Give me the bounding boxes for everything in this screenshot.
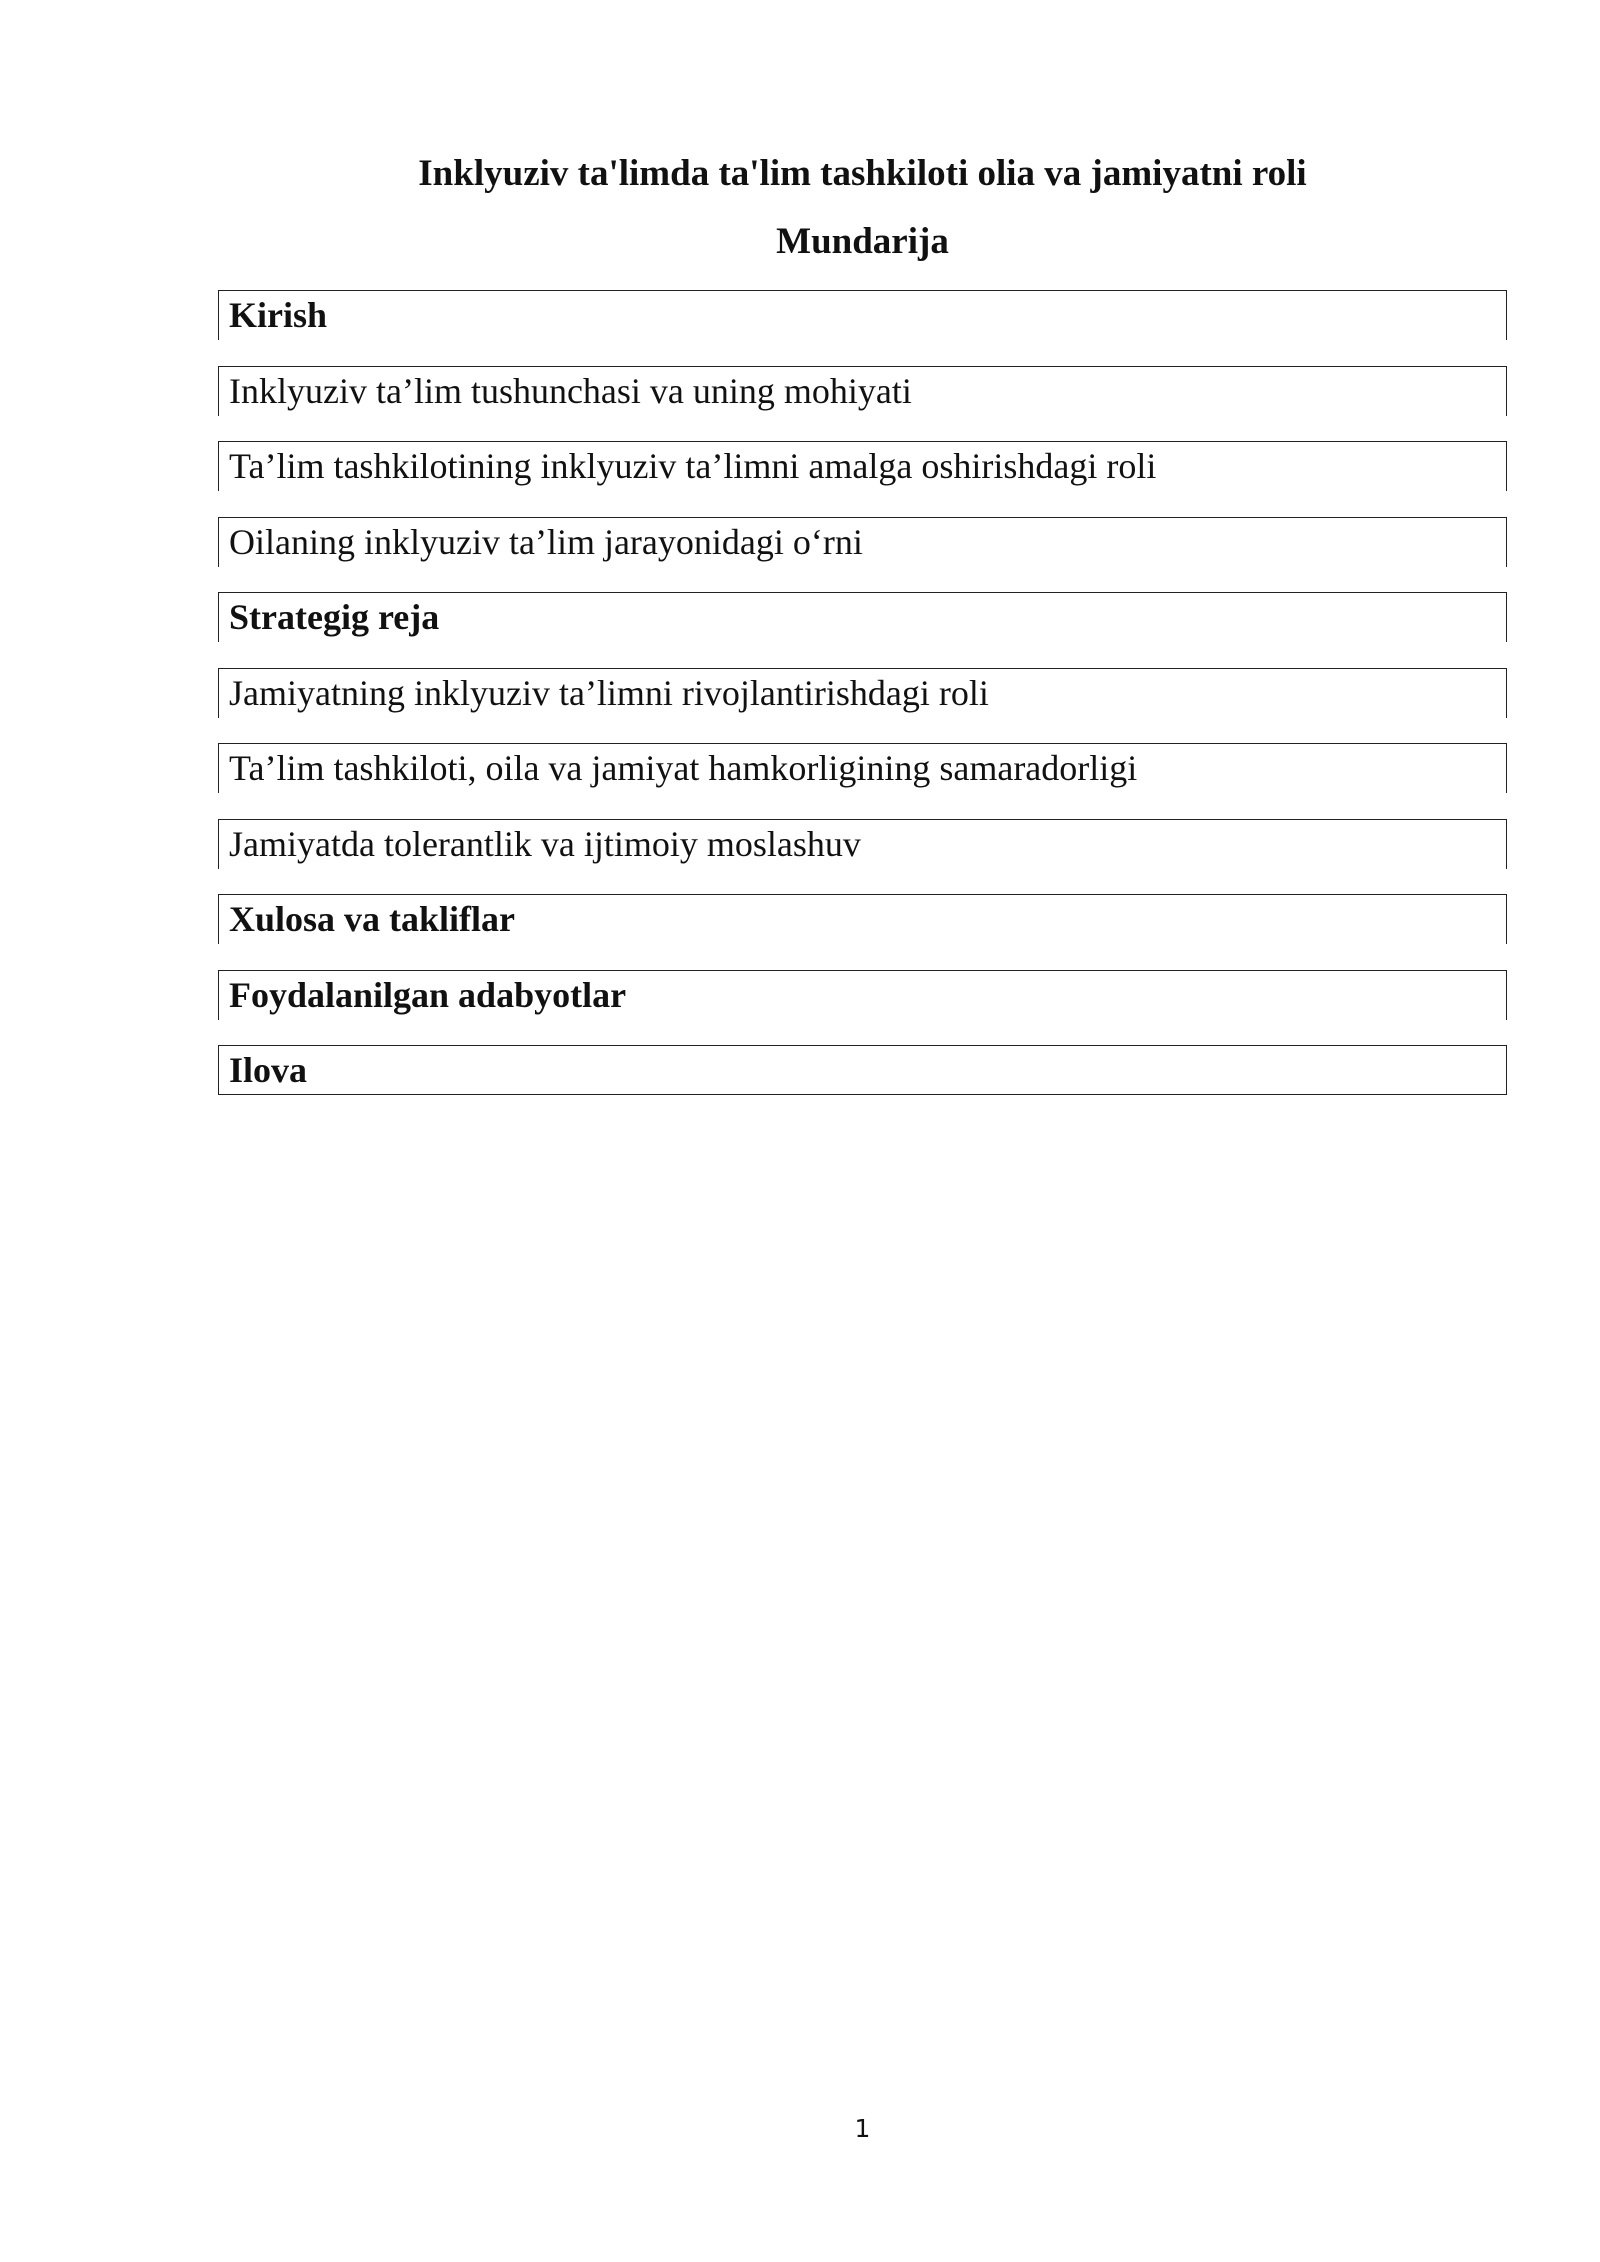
toc-item-kirish: Kirish: [218, 290, 1507, 340]
toc-item-tolerantlik: Jamiyatda tolerantlik va ijtimoiy moslashuv: [218, 819, 1507, 869]
table-of-contents: [218, 290, 1507, 1121]
toc-item-ilova: Ilova: [218, 1045, 1507, 1095]
page-number: 1: [854, 2114, 871, 2143]
toc-item-strategig-reja: Strategig reja: [218, 592, 1507, 642]
document-title: Inklyuziv ta'limda ta'lim tashkiloti olia va jamiyatni roli: [418, 153, 1307, 194]
toc-item-adabyotlar: Foydalanilgan adabyotlar: [218, 970, 1507, 1020]
toc-item-jamiyatning-roli: Jamiyatning inklyuziv ta’limni rivojlantirishdagi roli: [218, 668, 1507, 718]
toc-item-xulosa: Xulosa va takliflar: [218, 894, 1507, 944]
toc-heading: Mundarija: [776, 221, 949, 262]
toc-item-talim-tashkilotining-roli: Ta’lim tashkilotining inklyuziv ta’limni amalga oshirishdagi roli: [218, 441, 1507, 491]
toc-item-oilaning-orni: Oilaning inklyuziv ta’lim jarayonidagi o‘rni: [218, 517, 1507, 567]
toc-item-inklyuziv-talim-tushunchasi: Inklyuziv ta’lim tushunchasi va uning mohiyati: [218, 366, 1507, 416]
toc-item-hamkorlik-samaradorligi: Ta’lim tashkiloti, oila va jamiyat hamkorligining samaradorligi: [218, 743, 1507, 793]
